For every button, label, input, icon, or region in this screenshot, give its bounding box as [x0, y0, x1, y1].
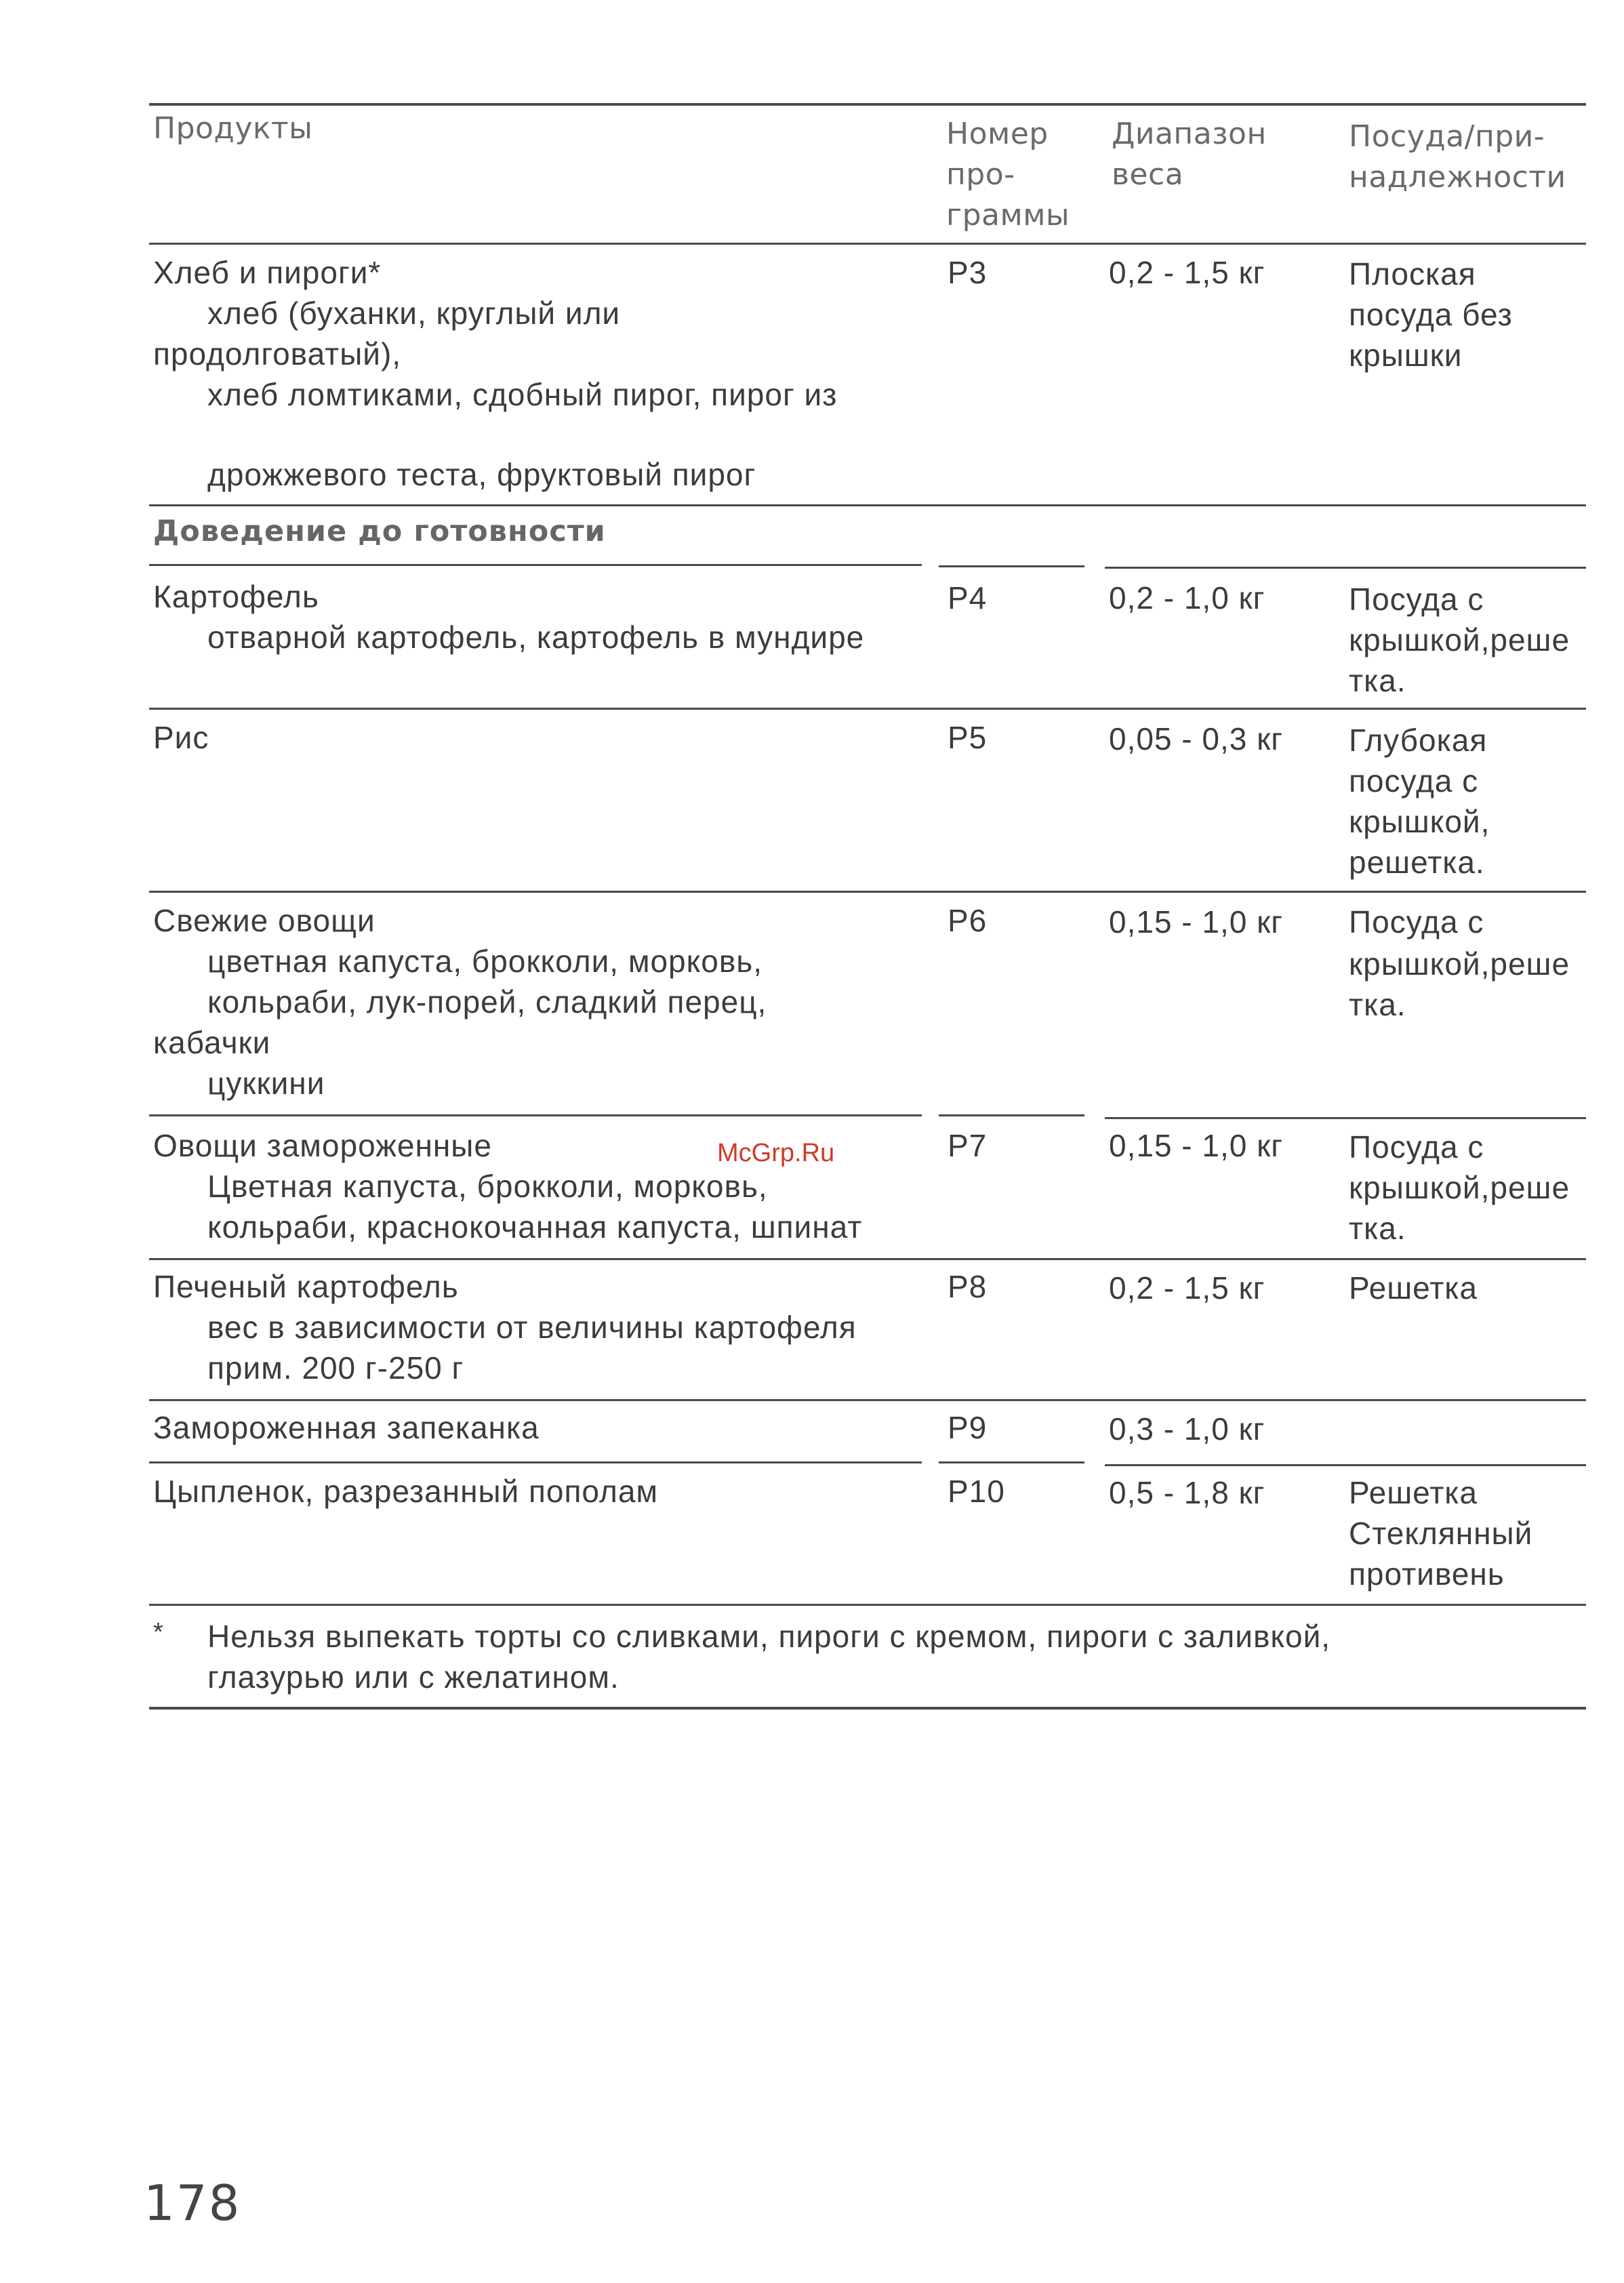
weight-range: 0,5 - 1,8 кг	[1109, 1475, 1265, 1510]
section-title: Доведение до готовности	[153, 514, 606, 548]
footnote-bottom-rule	[149, 1707, 1586, 1710]
watermark: McGrp.Ru	[717, 1139, 835, 1167]
table-top-rule	[149, 103, 1586, 106]
product-detail: прим. 200 г-250 г	[207, 1350, 464, 1386]
product-detail: отварной картофель, картофель в мундире	[207, 620, 865, 655]
program-number: P6	[948, 903, 988, 938]
row-rule	[149, 891, 1586, 893]
row-rule-col3	[1105, 1117, 1586, 1119]
header-program-line: про-	[946, 157, 1015, 192]
program-number: P8	[948, 1269, 988, 1304]
dishes: крышкой,	[1349, 804, 1490, 839]
program-number: P5	[948, 720, 988, 755]
dishes: тка.	[1349, 663, 1406, 698]
dishes: Посуда с	[1349, 582, 1484, 617]
row-rule-col3	[1105, 1464, 1586, 1466]
product-name: Овощи замороженные	[153, 1128, 492, 1163]
row-rule-col2	[939, 1114, 1084, 1116]
header-program	[946, 114, 1070, 236]
dishes: Глубокая	[1349, 723, 1488, 758]
dishes: Плоская	[1349, 256, 1476, 291]
header-bottom-rule	[149, 243, 1586, 245]
program-number: P10	[948, 1474, 1005, 1509]
dishes: крышкой,реше	[1349, 946, 1570, 982]
product-detail: продолговатый),	[153, 336, 402, 371]
dishes: Посуда с	[1349, 1129, 1484, 1165]
row-rule-col2	[939, 1461, 1084, 1463]
product-detail: вес в зависимости от величины картофеля	[207, 1310, 857, 1345]
product-name: Рис	[153, 720, 209, 755]
section-rule-col1	[149, 564, 922, 566]
weight-range: 0,2 - 1,0 кг	[1109, 580, 1265, 615]
product-detail: хлеб ломтиками, сдобный пирог, пирог из	[207, 377, 838, 412]
program-number: P9	[948, 1410, 988, 1445]
product-name: Цыпленок, разрезанный пополам	[153, 1474, 659, 1509]
dishes: посуда с	[1349, 763, 1479, 799]
dishes: тка.	[1349, 987, 1406, 1022]
product-name: Замороженная запеканка	[153, 1410, 540, 1445]
dishes: противень	[1349, 1556, 1505, 1592]
product-detail: цветная капуста, брокколи, морковь,	[207, 944, 763, 979]
row-rule	[149, 1258, 1586, 1260]
dishes: крышкой,реше	[1349, 1170, 1570, 1205]
product-detail: цуккини	[207, 1066, 325, 1101]
product-name: Картофель	[153, 579, 319, 614]
header-program-line: граммы	[946, 198, 1070, 233]
header-dishes-line: Посуда/при-	[1349, 119, 1545, 154]
row-rule	[149, 1399, 1586, 1401]
product-detail: кабачки	[153, 1025, 271, 1060]
table-bottom-rule	[149, 1604, 1586, 1606]
dishes: Посуда с	[1349, 904, 1484, 940]
footnote-marker: *	[153, 1618, 164, 1646]
header-program-line: Номер	[946, 117, 1049, 151]
product-detail: Цветная капуста, брокколи, морковь,	[207, 1169, 768, 1204]
product-detail: кольраби, лук-порей, сладкий перец,	[207, 984, 767, 1019]
header-weight	[1112, 114, 1267, 195]
footnote-line: глазурью или с желатином.	[207, 1659, 620, 1695]
product-name: Печеный картофель	[153, 1269, 459, 1304]
weight-range: 0,2 - 1,5 кг	[1109, 255, 1265, 290]
program-number: P4	[948, 580, 988, 615]
product-detail: хлеб (буханки, круглый или	[207, 296, 621, 331]
weight-range: 0,2 - 1,5 кг	[1109, 1270, 1265, 1306]
header-weight-line: Диапазон	[1112, 117, 1267, 151]
footnote-line: Нельзя выпекать торты со сливками, пироги с кремом, пироги с заливкой,	[207, 1619, 1331, 1654]
dishes: Решетка	[1349, 1475, 1478, 1510]
product-detail: дрожжевого теста, фруктовый пирог	[207, 457, 756, 492]
weight-range: 0,05 - 0,3 кг	[1109, 721, 1284, 756]
dishes: крышкой,реше	[1349, 622, 1570, 658]
dishes: тка.	[1349, 1211, 1406, 1246]
product-name: Хлеб и пироги*	[153, 255, 382, 290]
row-rule-col1	[149, 1114, 922, 1116]
header-dishes-line: надлежности	[1349, 160, 1566, 195]
weight-range: 0,3 - 1,0 кг	[1109, 1411, 1265, 1447]
row-rule	[149, 504, 1586, 506]
page-number: 178	[144, 2175, 241, 2231]
program-number: P7	[948, 1128, 988, 1163]
section-rule-col2	[939, 565, 1084, 567]
dishes: Стеклянный	[1349, 1516, 1533, 1551]
row-rule	[149, 708, 1586, 710]
header-dishes	[1349, 117, 1566, 198]
dishes: решетка.	[1349, 845, 1485, 880]
product-name: Свежие овощи	[153, 903, 375, 938]
weight-range: 0,15 - 1,0 кг	[1109, 904, 1284, 940]
program-number: P3	[948, 255, 988, 290]
product-detail: кольраби, краснокочанная капуста, шпинат	[207, 1209, 863, 1245]
dishes: Решетка	[1349, 1270, 1478, 1306]
section-rule-col3	[1105, 567, 1586, 569]
dishes: посуда без	[1349, 297, 1513, 332]
dishes: крышки	[1349, 338, 1463, 373]
header-weight-line: веса	[1112, 157, 1184, 192]
weight-range: 0,15 - 1,0 кг	[1109, 1128, 1284, 1163]
row-rule-col1	[149, 1461, 922, 1463]
header-products: Продукты	[153, 111, 313, 146]
